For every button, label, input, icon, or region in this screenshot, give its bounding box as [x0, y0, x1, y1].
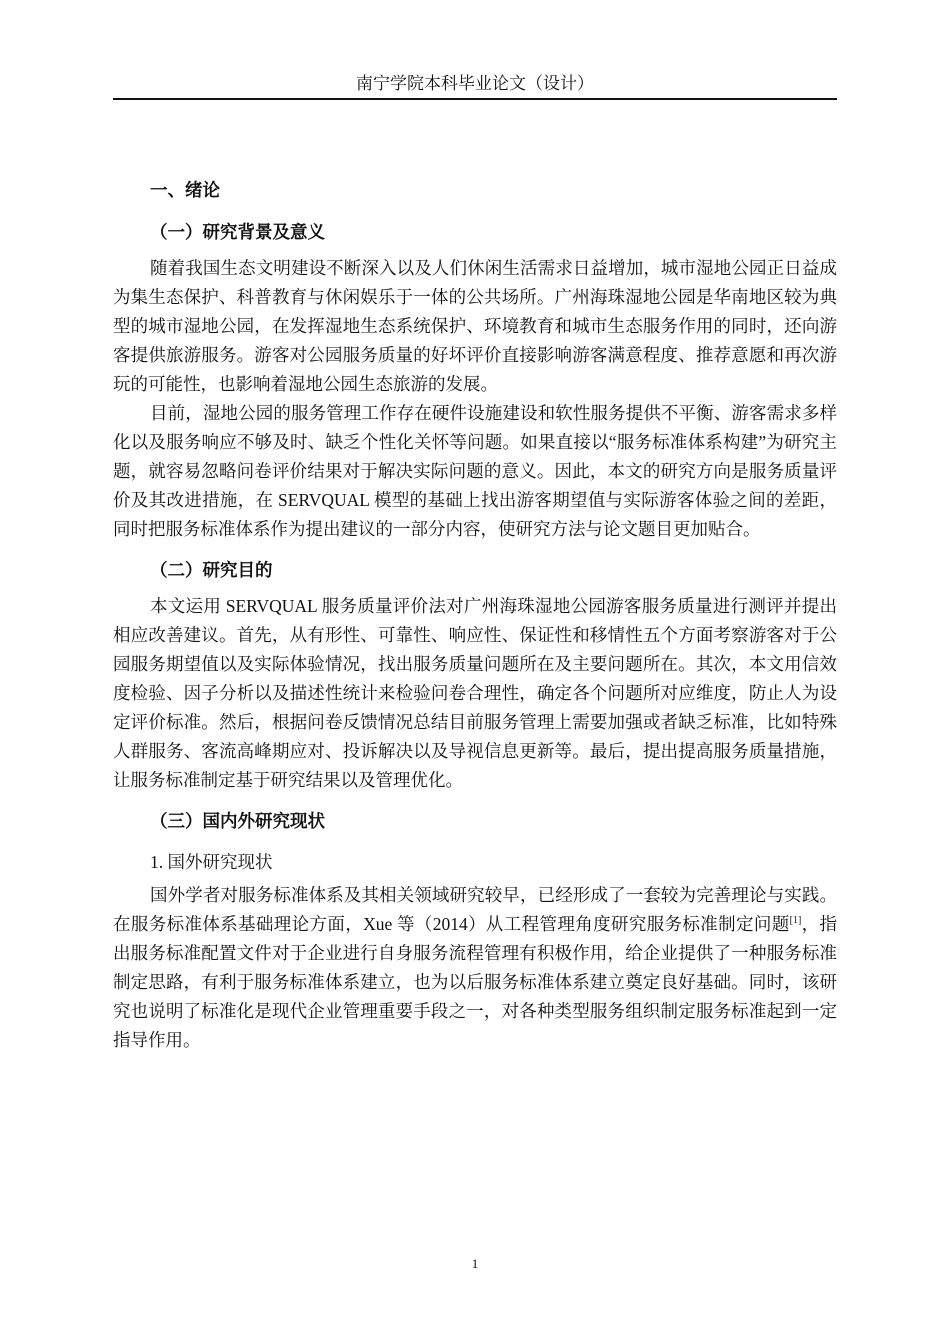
- subsection-title-background: （一）研究背景及意义: [150, 222, 325, 242]
- paragraph-background-2: 目前，湿地公园的服务管理工作存在硬件设施建设和软性服务提供不平衡、游客需求多样化以及服务响应不够及时、缺乏个性化关怀等问题。如果直接以“服务标准体系构建”为研究主题，就容易忽略问卷评价结果对于解决实际问题的意义。因此，本文的研究方向是服务质量评价及其改进措施，在 SERVQUAL 模型的基础上找出游客期望值与实际游客体验之间的差距，同时把服务标准体系作为提出建议的一部分内容，使研究方法与论文题目更加贴合。: [113, 403, 837, 539]
- item-title-foreign-research: 1. 国外研究现状: [150, 852, 273, 872]
- subsection-title-research-status: （三）国内外研究现状: [150, 811, 325, 831]
- document-body: [113, 170, 837, 1055]
- section-title: 一、绪论: [150, 180, 220, 200]
- citation-marker[interactable]: [1]: [789, 915, 802, 927]
- page-number: 1: [471, 1256, 479, 1271]
- page-header: 南宁学院本科毕业论文（设计）: [113, 70, 837, 100]
- paragraph-text-after-citation: ，指出服务标准配置文件对于企业进行自身服务流程管理有积极作用，给企业提供了一种服务标准制定思路，有利于服务标准体系建立，也为以后服务标准体系建立奠定良好基础。同时，该研究也说明了标准化是现代企业管理重要手段之一，对各种类型服务组织制定服务标准起到一定指导作用。: [113, 914, 838, 1050]
- paragraph-background-1: 随着我国生态文明建设不断深入以及人们休闲生活需求日益增加，城市湿地公园正日益成为集生态保护、科普教育与休闲娱乐于一体的公共场所。广州海珠湿地公园是华南地区较为典型的城市湿地公园，在发挥湿地生态系统保护、环境教育和城市生态服务作用的同时，还向游客提供旅游服务。游客对公园服务质量的好坏评价直接影响游客满意程度、推荐意愿和再次游玩的可能性，也影响着湿地公园生态旅游的发展。: [113, 258, 837, 394]
- paragraph-foreign-research: [113, 881, 837, 1055]
- paragraph-purpose: 本文运用 SERVQUAL 服务质量评价法对广州海珠湿地公园游客服务质量进行测评并提出相应改善建议。首先，从有形性、可靠性、响应性、保证性和移情性五个方面考察游客对于公园服务期望值以及实际体验情况，找出服务质量问题所在及主要问题所在。其次，本文用信效度检验、因子分析以及描述性统计来检验问卷合理性，确定各个问题所对应维度，防止人为设定评价标准。然后，根据问卷反馈情况总结目前服务管理上需要加强或者缺乏标准，比如特殊人群服务、客流高峰期应对、投诉解决以及导视信息更新等。最后，提出提高服务质量措施，让服务标准制定基于研究结果以及管理优化。: [113, 596, 837, 790]
- subsection-title-purpose: （二）研究目的: [150, 560, 273, 580]
- paragraph-text-before-citation: 国外学者对服务标准体系及其相关领域研究较早，已经形成了一套较为完善理论与实践。在服务标准体系基础理论方面，Xue 等（2014）从工程管理角度研究服务标准制定问题: [113, 885, 837, 934]
